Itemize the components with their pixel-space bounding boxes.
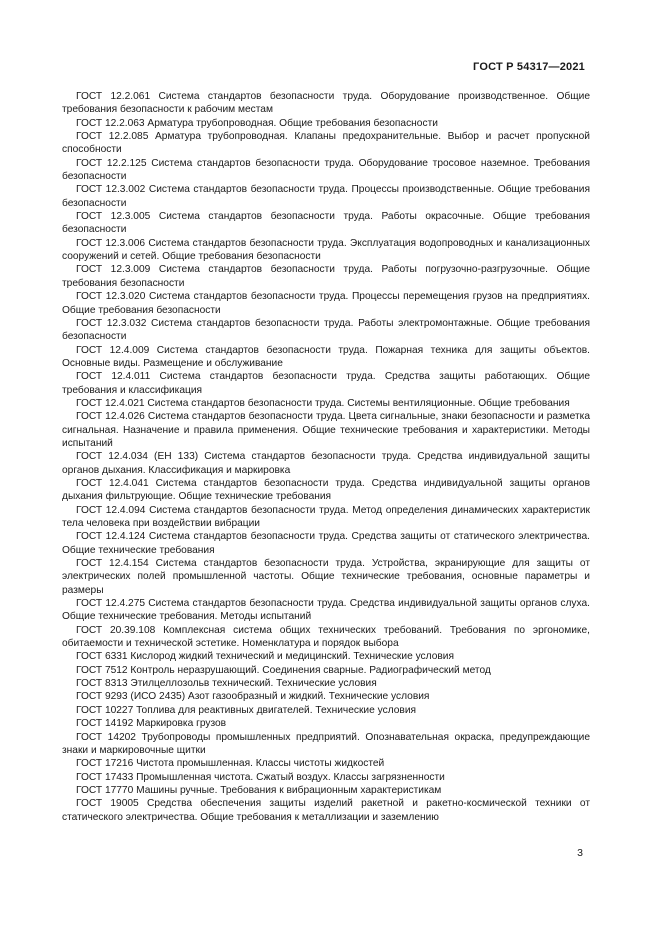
reference-entry: ГОСТ 12.2.063 Арматура трубопроводная. Общие требования безопасности: [76, 117, 438, 129]
reference-entry: ГОСТ 8313 Этилцеллозольв технический. Технические условия: [76, 678, 377, 690]
reference-entry: ГОСТ 7512 Контроль неразрушающий. Соединения сварные. Радиографический метод: [76, 664, 491, 676]
reference-entry: ГОСТ 12.4.041 Система стандартов безопасности труда. Средства индивидуальной защиты органов дыхания фильтрующие. Общие технические требования: [62, 477, 590, 503]
reference-entry: ГОСТ 12.2.085 Арматура трубопроводная. Клапаны предохранительные. Выбор и расчет пропускной способности: [62, 131, 590, 156]
reference-entry: ГОСТ 12.3.020 Система стандартов безопасности труда. Процессы перемещения грузов на предприятиях. Общие требования безопасности: [62, 291, 590, 316]
reference-entry: ГОСТ 12.3.005 Система стандартов безопасности труда. Работы окрасочные. Общие требования безопасности: [62, 211, 590, 236]
reference-entry: ГОСТ 12.4.034 (ЕН 133) Система стандартов безопасности труда. Средства индивидуальной защиты органов дыхания. Классификация и маркировка: [62, 451, 590, 476]
reference-entry: ГОСТ 17216 Чистота промышленная. Классы чистоты жидкостей: [76, 758, 385, 770]
reference-entry: ГОСТ 12.2.061 Система стандартов безопасности труда. Оборудование производственное. Общие требования безопасности к рабочим местам: [62, 91, 590, 116]
reference-entry: ГОСТ 12.3.006 Система стандартов безопасности труда. Эксплуатация водопроводных и канализационных сооружений и сетей. Общие требования безопасности: [62, 237, 590, 263]
reference-entry: ГОСТ 9293 (ИСО 2435) Азот газообразный и жидкий. Технические условия: [76, 691, 430, 703]
reference-entry: ГОСТ 12.4.021 Система стандартов безопасности труда. Системы вентиляционные. Общие требования: [76, 397, 570, 409]
reference-entry: ГОСТ 12.4.275 Система стандартов безопасности труда. Средства индивидуальной защиты органов слуха. Общие технические требования. Методы испытаний: [62, 598, 590, 623]
normative-references-list: [62, 90, 590, 824]
reference-entry: ГОСТ 12.2.125 Система стандартов безопасности труда. Оборудование тросовое наземное. Требования безопасности: [62, 157, 590, 183]
reference-entry: ГОСТ 12.4.124 Система стандартов безопасности труда. Средства защиты от статического электричества. Общие технические требования: [62, 531, 590, 556]
reference-entry: ГОСТ 20.39.108 Комплексная система общих технических требований. Требования по эргономике, обитаемости и технической эстетике. Номенклатура и порядок выбора: [62, 624, 590, 650]
reference-entry: ГОСТ 12.4.009 Система стандартов безопасности труда. Пожарная техника для защиты объектов. Основные виды. Размещение и обслуживание: [62, 344, 590, 369]
reference-entry: ГОСТ 12.4.154 Система стандартов безопасности труда. Устройства, экранирующие для защиты от электрических полей промышленной частоты. Общие технические требования, основные параметры и размеры: [62, 558, 590, 596]
reference-entry: ГОСТ 6331 Кислород жидкий технический и медицинский. Технические условия: [76, 651, 454, 663]
reference-entry: ГОСТ 14202 Трубопроводы промышленных предприятий. Опознавательная окраска, предупреждающие знаки и маркировочные щитки: [62, 731, 590, 756]
reference-entry: ГОСТ 12.4.011 Система стандартов безопасности труда. Средства защиты работающих. Общие требования и классификация: [62, 371, 590, 396]
reference-entry: ГОСТ 19005 Средства обеспечения защиты изделий ракетной и ракетно-космической техники от статического электричества. Общие требования к металлизации и заземлению: [62, 798, 590, 823]
reference-entry: ГОСТ 14192 Маркировка грузов: [76, 718, 227, 730]
page-number: 3: [577, 847, 583, 859]
document-code: ГОСТ Р 54317—2021: [473, 61, 585, 73]
reference-entry: ГОСТ 12.3.002 Система стандартов безопасности труда. Процессы производственные. Общие требования безопасности: [62, 184, 590, 209]
reference-entry: ГОСТ 12.3.032 Система стандартов безопасности труда. Работы электромонтажные. Общие требования безопасности: [62, 317, 590, 343]
reference-entry: ГОСТ 17770 Машины ручные. Требования к вибрационным характеристикам: [76, 784, 442, 796]
reference-entry: ГОСТ 17433 Промышленная чистота. Сжатый воздух. Классы загрязненности: [76, 771, 445, 783]
reference-entry: ГОСТ 12.4.094 Система стандартов безопасности труда. Метод определения динамических характеристик тела человека при воздействии вибрации: [62, 504, 590, 529]
reference-entry: ГОСТ 12.3.009 Система стандартов безопасности труда. Работы погрузочно-разгрузочные. Общие требования безопасности: [62, 264, 590, 289]
reference-entry: ГОСТ 10227 Топлива для реактивных двигателей. Технические условия: [76, 704, 417, 716]
reference-entry: ГОСТ 12.4.026 Система стандартов безопасности труда. Цвета сигнальные, знаки безопасности и разметка сигнальная. Назначение и правила применения. Общие технические требования и характеристики. Методы испытаний: [62, 411, 590, 449]
